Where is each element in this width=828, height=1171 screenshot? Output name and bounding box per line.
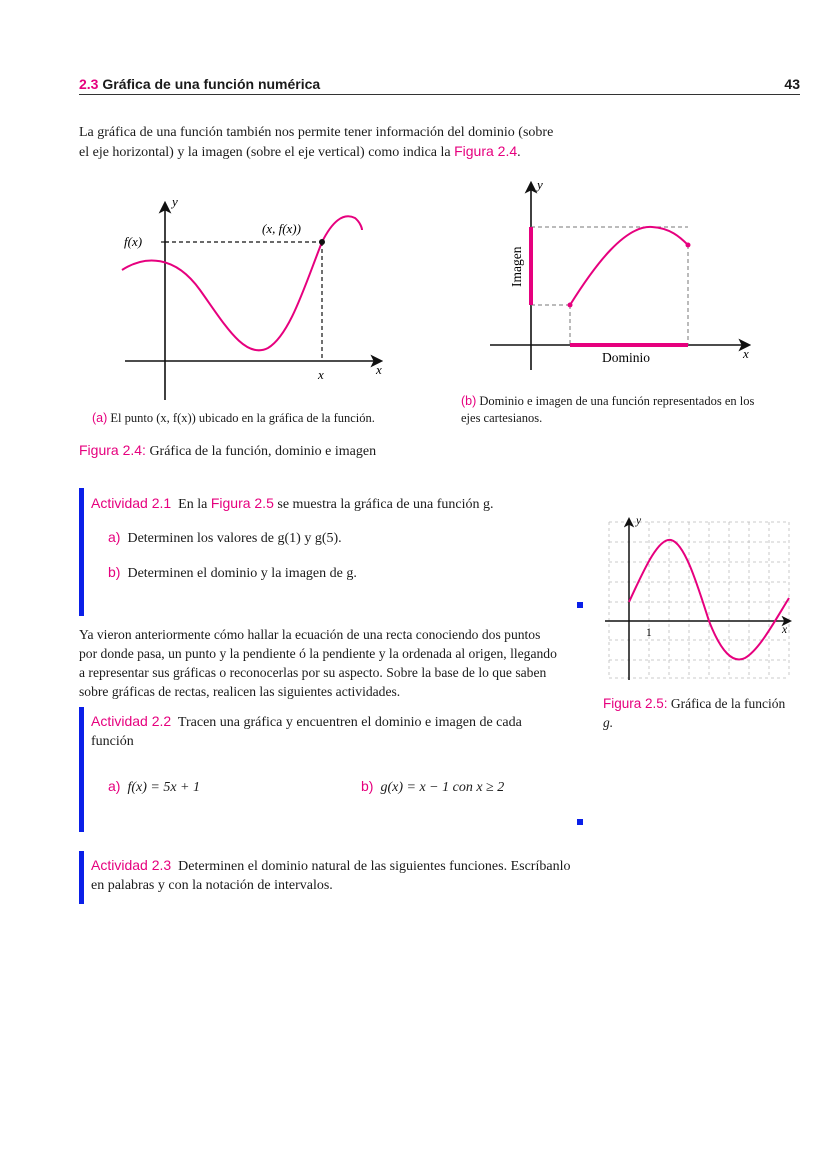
activity-2-1-item-b: b) Determinen el dominio y la imagen de g. — [108, 564, 357, 581]
figure-2-4a-graph — [110, 190, 400, 405]
activity-2-2-bar — [79, 707, 84, 832]
activity-2-1-tag: Actividad 2.1 — [91, 495, 172, 511]
figure-2-4a-caption: (a) El punto (x, f(x)) ubicado en la gráfica de la función. — [92, 411, 375, 425]
y-axis-label: y — [537, 177, 543, 192]
figure-2-4b-graph — [480, 175, 770, 375]
section-title: Gráfica de una función numérica — [102, 76, 321, 92]
image-label: Imagen — [509, 246, 524, 287]
activity-2-3-bar — [79, 851, 84, 904]
page-header — [79, 74, 800, 95]
point-marker — [319, 239, 325, 245]
figure-2-4-link[interactable]: Figura 2.4 — [454, 143, 518, 159]
activity-2-3-tag: Actividad 2.3 — [91, 857, 172, 873]
activity-2-1-heading: Actividad 2.1 En la Figura 2.5 se muestra la gráfica de una función g. — [91, 495, 494, 512]
function-curve — [122, 216, 362, 350]
function-curve — [570, 227, 688, 305]
figure-2-4-caption: Figura 2.4: Gráfica de la función, dominio e imagen — [79, 442, 377, 459]
intro-line-2: el eje horizontal) y la imagen (sobre el eje vertical) como indica la Figura 2.4. — [79, 143, 521, 160]
y-axis-label: y — [172, 194, 178, 209]
domain-label: Dominio — [602, 350, 651, 365]
figure-2-5-link[interactable]: Figura 2.5 — [210, 495, 274, 511]
activity-2-2-tag: Actividad 2.2 — [91, 713, 172, 729]
page-number: 43 — [784, 76, 800, 92]
start-point — [568, 303, 573, 308]
activity-2-1-bar — [79, 488, 84, 616]
grid — [609, 522, 789, 678]
figure-2-4b-caption: (b) Dominio e imagen de una función representados en los ejes cartesianos. — [461, 394, 755, 425]
activity-2-2-heading: Actividad 2.2 Tracen una gráfica y encuentren el dominio e imagen de cada función — [91, 713, 522, 749]
section-number: 2.3 — [79, 76, 99, 92]
activity-2-2-item-b: b) g(x) = x − 1 con x ≥ 2 — [361, 778, 505, 795]
fx-label: f(x) — [124, 234, 143, 249]
figure-2-5-caption: Figura 2.5: Gráfica de la función g. — [603, 696, 786, 730]
activity-2-2-end-marker — [577, 819, 583, 825]
x-axis-label: x — [782, 624, 788, 636]
figure-2-5-graph — [603, 512, 795, 684]
function-g-curve — [629, 540, 789, 660]
activity-2-1-end-marker — [577, 602, 583, 608]
x-axis-label: x — [743, 346, 749, 361]
intro-paragraph — [79, 123, 619, 162]
point-label: (x, f(x)) — [262, 221, 301, 236]
section-heading — [79, 76, 320, 92]
end-point — [686, 243, 691, 248]
paragraph-rectas: Ya vieron anteriormente cómo hallar la ecuación de una recta conociendo dos puntos por donde pasa, un punto y la pendiente ó la pendiente y la ordenada al origen, llegando a representar sus gráficas o reconocerlas por su aspecto. Sobre la base de lo que saben sobre gráficas de rectas, realicen las siguientes actividades. — [79, 627, 557, 699]
activity-2-1-item-a: a) Determinen los valores de g(1) y g(5). — [108, 529, 342, 546]
activity-2-2-item-a: a) f(x) = 5x + 1 — [108, 778, 200, 795]
activity-2-3-heading: Actividad 2.3 Determinen el dominio natural de las siguientes funciones. Escríbanlo en palabras y con la notación de intervalos. — [91, 857, 571, 893]
intro-line-1: La gráfica de una función también nos permite tener información del dominio (sobre — [79, 125, 554, 140]
tick-label-1: 1 — [646, 627, 652, 639]
x-axis-label: x — [376, 362, 382, 377]
x-tick-label: x — [318, 367, 324, 382]
y-axis-label: y — [636, 515, 642, 527]
